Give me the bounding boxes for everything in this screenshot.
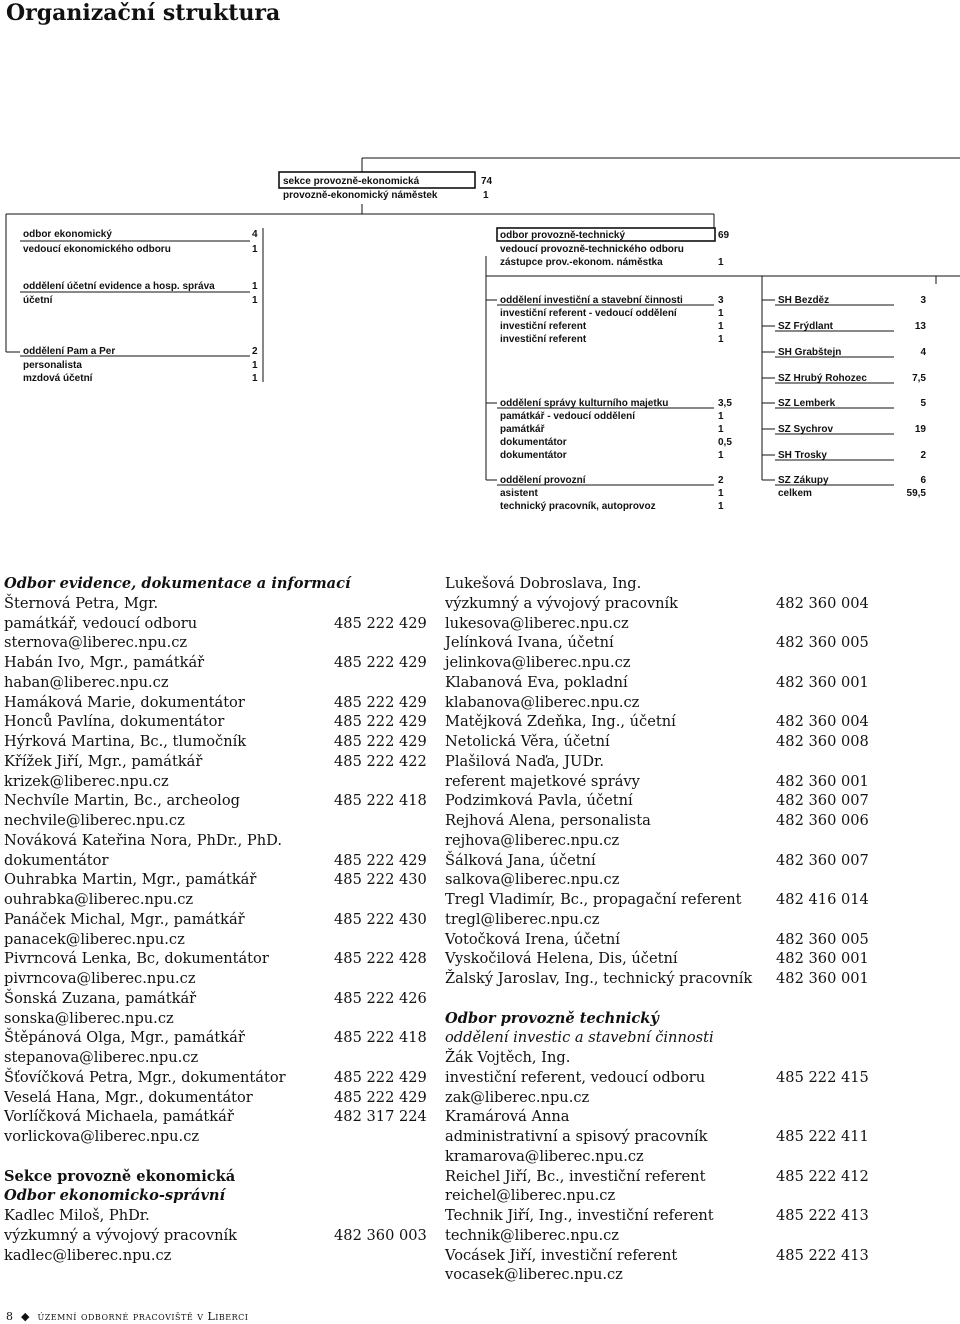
contact-line (445, 693, 865, 713)
contact-text: Šonská Zuzana, památkář (4, 989, 197, 1007)
contact-text: Šťovíčková Petra, Mgr., dokumentátor (4, 1068, 286, 1086)
contact-line (4, 1107, 427, 1127)
phone-number: 482 360 003 (334, 1226, 427, 1244)
section-heading (4, 574, 422, 594)
contact-line (4, 772, 422, 792)
contact-line (4, 693, 427, 713)
contact-text: Žalský Jaroslav, Ing., technický pracovník (445, 970, 753, 987)
contact-line (4, 673, 422, 693)
org-econ-d2-r2: mzdová účetní (23, 373, 93, 384)
site-name: SH Grabštejn (778, 347, 842, 358)
org-tech-role: vedoucí provozně-technického odboru (500, 244, 684, 255)
contact-line (445, 1147, 865, 1167)
contact-text: stepanova@liberec.npu.cz (4, 1049, 199, 1066)
contact-text: investiční referent, vedoucí odboru (445, 1068, 706, 1086)
contact-line (4, 653, 427, 673)
contact-line (445, 890, 869, 910)
section-heading (4, 1167, 422, 1187)
diamond-icon: ◆ (21, 1310, 30, 1323)
contact-line (445, 1246, 869, 1266)
contact-line (445, 772, 869, 792)
org-inv-r1: investiční referent - vedoucí oddělení (500, 308, 677, 319)
org-inv-r2: investiční referent (500, 321, 587, 332)
contact-text: krizek@liberec.npu.cz (4, 772, 169, 790)
phone-number: 482 360 007 (776, 851, 869, 869)
phone-number: 485 222 413 (776, 1207, 869, 1224)
phone-number: 485 222 429 (334, 851, 427, 869)
phone-number: 482 416 014 (776, 891, 869, 908)
contact-text: Štěpánová Olga, Mgr., památkář (4, 1029, 245, 1047)
org-inv-total: 3 (718, 295, 724, 306)
phone-number: 485 222 429 (334, 733, 427, 750)
sites-total-count: 59,5 (906, 488, 926, 499)
contact-text: sonska@liberec.npu.cz (4, 1009, 174, 1027)
site-count: 4 (920, 347, 926, 358)
contact-line (445, 811, 869, 831)
contact-text: oddělení investic a stavební činnosti (445, 1029, 714, 1047)
section-heading (445, 1028, 865, 1048)
phone-number: 482 360 001 (776, 772, 869, 790)
site-name: SZ Hrubý Rohozec (778, 373, 867, 384)
contact-text: Sekce provozně ekonomická (4, 1167, 236, 1185)
contact-text: Tregl Vladimír, Bc., propagační referent (445, 891, 742, 908)
contact-line (445, 870, 865, 890)
org-econ-d1-count: 1 (252, 295, 258, 306)
phone-number: 485 222 422 (334, 752, 427, 770)
contact-line (4, 851, 427, 871)
site-name: SZ Zákupy (778, 475, 829, 486)
org-econ-total: 4 (252, 229, 258, 240)
org-tech-title: odbor provozně-technický (500, 230, 626, 241)
org-spr-c2: 1 (718, 424, 724, 435)
org-econ-d2-title: oddělení Pam a Per (23, 346, 116, 357)
contact-line (4, 811, 422, 831)
contact-text: Šternová Petra, Mgr. (4, 594, 159, 612)
contact-line (445, 1068, 869, 1088)
contact-line (4, 752, 427, 772)
contacts-left-column (4, 574, 427, 1265)
org-inv-c2: 1 (718, 321, 724, 332)
phone-number: 485 222 412 (776, 1167, 869, 1185)
contact-line (445, 949, 869, 969)
org-econ-d1-role: účetní (23, 295, 53, 306)
contact-text: Honců Pavlína, dokumentátor (4, 713, 225, 731)
org-inv-c3: 1 (718, 334, 724, 345)
org-econ-d2-c1: 1 (252, 360, 258, 371)
org-spr-r2: památkář (500, 424, 545, 435)
org-econ-d1-title: oddělení účetní evidence a hosp. správa (23, 281, 215, 292)
contact-text: referent majetkové správy (445, 772, 640, 790)
org-econ-d2-total: 2 (252, 346, 258, 357)
org-econ-title: odbor ekonomický (23, 229, 112, 240)
phone-number: 482 360 005 (776, 634, 869, 652)
contact-text: ouhrabka@liberec.npu.cz (4, 891, 194, 908)
contact-line (4, 1088, 427, 1108)
contact-text: Kadlec Miloš, PhDr. (4, 1207, 150, 1224)
contact-text: Matějková Zdeňka, Ing., účetní (445, 713, 676, 731)
contact-text: Technik Jiří, Ing., investiční referent (445, 1207, 714, 1224)
org-prov-c2: 1 (718, 501, 724, 512)
contact-line (445, 574, 865, 594)
org-prov-title: oddělení provozní (500, 475, 586, 486)
org-spr-r3: dokumentátor (500, 437, 567, 448)
contact-text: lukesova@liberec.npu.cz (445, 614, 629, 632)
section-heading (445, 1009, 865, 1029)
phone-number: 485 222 429 (334, 713, 427, 731)
sites-total-label: celkem (778, 488, 812, 499)
contact-text: Hamáková Marie, dokumentátor (4, 693, 245, 711)
phone-number: 482 360 001 (776, 950, 869, 968)
contact-line (445, 732, 869, 752)
contact-text: Klabanová Eva, pokladní (445, 673, 628, 691)
site-count: 5 (920, 398, 926, 409)
contact-text: tregl@liberec.npu.cz (445, 910, 600, 928)
contact-text: jelinkova@liberec.npu.cz (445, 654, 631, 671)
org-inv-title: oddělení investiční a stavební činnosti (500, 295, 683, 306)
contact-text: vorlickova@liberec.npu.cz (4, 1128, 200, 1145)
org-prov-r1: asistent (500, 488, 538, 499)
org-tech-count2: 1 (718, 257, 724, 268)
contact-text: Žák Vojtěch, Ing. (445, 1049, 571, 1066)
phone-number: 485 222 418 (334, 1029, 427, 1047)
org-tech-total: 69 (718, 230, 730, 241)
contact-line (4, 1127, 422, 1147)
site-count: 19 (914, 424, 926, 435)
contact-line (445, 851, 869, 871)
phone-number: 485 222 429 (334, 1088, 427, 1106)
org-prov-c1: 1 (718, 488, 724, 499)
contact-text: Vorlíčková Michaela, památkář (4, 1108, 234, 1126)
contact-line (445, 633, 869, 653)
org-prov-total: 2 (718, 475, 724, 486)
contact-line (4, 969, 422, 989)
contact-text: Plašilová Naďa, JUDr. (445, 752, 605, 770)
phone-number: 482 360 004 (776, 713, 869, 731)
contact-line (445, 673, 869, 693)
contact-text: Votočková Irena, účetní (445, 930, 620, 948)
site-name: SZ Frýdlant (778, 321, 834, 332)
phone-number: 482 360 006 (776, 812, 869, 829)
org-spr-c3: 0,5 (718, 437, 732, 448)
contact-line (445, 1048, 865, 1068)
phone-number: 485 222 426 (334, 989, 427, 1007)
contacts-right-column (445, 574, 869, 1285)
contact-line (4, 989, 427, 1009)
contact-line (4, 1246, 422, 1266)
phone-number: 482 360 007 (776, 792, 869, 810)
contact-text: památkář, vedoucí odboru (4, 614, 198, 632)
org-spr-total: 3,5 (718, 398, 732, 409)
contact-line (445, 1206, 869, 1226)
org-spr-c4: 1 (718, 450, 724, 461)
contact-line (4, 930, 422, 950)
contact-line (4, 1009, 422, 1029)
org-chart (0, 0, 960, 540)
contact-text: Rejhová Alena, personalista (445, 812, 651, 829)
contact-text: haban@liberec.npu.cz (4, 673, 169, 691)
contact-line (445, 712, 869, 732)
contact-line (445, 653, 865, 673)
phone-number: 485 222 430 (334, 871, 427, 889)
contact-text: Šálková Jana, účetní (445, 851, 596, 869)
site-count: 3 (920, 295, 926, 306)
contact-text: Křížek Jiří, Mgr., památkář (4, 752, 203, 770)
contact-text: Vocásek Jiří, investiční referent (445, 1246, 678, 1264)
phone-number: 485 222 428 (334, 950, 427, 968)
contact-line (4, 870, 427, 890)
contact-line (445, 614, 865, 634)
contact-text: pivrncova@liberec.npu.cz (4, 970, 196, 987)
contact-text: Veselá Hana, Mgr., dokumentátor (4, 1088, 253, 1106)
contact-text: Panáček Michal, Mgr., památkář (4, 910, 245, 928)
phone-number: 482 360 005 (776, 930, 869, 948)
org-top-title: sekce provozně-ekonomická (283, 176, 420, 187)
contact-text: nechvile@liberec.npu.cz (4, 812, 185, 829)
contact-text: Odbor provozně technický (445, 1009, 659, 1027)
org-top-role: provozně-ekonomický náměstek (283, 190, 438, 201)
contact-text: Pivrncová Lenka, Bc, dokumentátor (4, 950, 269, 968)
contact-text: Nechvíle Martin, Bc., archeolog (4, 792, 240, 810)
phone-number: 485 222 429 (334, 654, 427, 671)
contact-line (4, 1206, 422, 1226)
phone-number: 485 222 429 (334, 693, 427, 711)
org-top-total: 74 (481, 176, 493, 187)
footer-text: územní odborné pracoviště v Liberci (37, 1310, 249, 1323)
contact-line (445, 1265, 865, 1285)
site-count: 13 (914, 321, 926, 332)
phone-number: 482 360 004 (776, 594, 869, 612)
contact-line (445, 1088, 865, 1108)
org-top-count: 1 (483, 190, 489, 201)
spacer (445, 989, 865, 1009)
contact-text: Reichel Jiří, Bc., investiční referent (445, 1167, 706, 1185)
contact-text: Netolická Věra, účetní (445, 733, 610, 750)
contact-line (445, 594, 869, 614)
phone-number: 482 317 224 (334, 1108, 427, 1126)
contact-line (445, 1186, 865, 1206)
contact-line (4, 732, 427, 752)
contact-text: Odbor evidence, dokumentace a informací (4, 575, 351, 592)
contact-text: Odbor ekonomicko-správní (4, 1187, 226, 1205)
contact-text: kadlec@liberec.npu.cz (4, 1246, 172, 1264)
section-heading (4, 1186, 422, 1206)
contact-text: Vyskočilová Helena, Dis, účetní (445, 950, 678, 968)
contact-text: Nováková Kateřina Nora, PhDr., PhD. (4, 831, 282, 849)
contact-line (445, 1107, 865, 1127)
org-econ-role: vedoucí ekonomického odboru (23, 244, 171, 255)
contact-line (4, 791, 427, 811)
contact-text: sternova@liberec.npu.cz (4, 634, 188, 652)
phone-number: 485 222 430 (334, 910, 427, 928)
contact-line (445, 752, 865, 772)
contact-line (4, 1048, 422, 1068)
phone-number: 485 222 411 (776, 1128, 869, 1145)
contact-text: administrativní a spisový pracovník (445, 1128, 708, 1145)
contact-text: kramarova@liberec.npu.cz (445, 1147, 644, 1165)
contact-line (445, 831, 865, 851)
org-tech-role2: zástupce prov.-ekonom. náměstka (500, 257, 663, 268)
contact-line (4, 831, 422, 851)
phone-number: 482 360 001 (776, 970, 869, 987)
org-spr-r4: dokumentátor (500, 450, 567, 461)
contact-text: Lukešová Dobroslava, Ing. (445, 575, 642, 592)
contact-text: výzkumný a vývojový pracovník (445, 594, 678, 612)
contact-text: rejhova@liberec.npu.cz (445, 831, 620, 849)
org-inv-r3: investiční referent (500, 334, 587, 345)
contact-line (4, 712, 427, 732)
contact-text: Ouhrabka Martin, Mgr., památkář (4, 871, 257, 889)
org-econ-d2-r1: personalista (23, 360, 82, 371)
org-spr-r1: památkář - vedoucí oddělení (500, 411, 636, 422)
contact-text: výzkumný a vývojový pracovník (4, 1226, 237, 1244)
contact-line (445, 969, 869, 989)
phone-number: 485 222 415 (776, 1068, 869, 1086)
contact-line (445, 791, 869, 811)
spacer (4, 1147, 422, 1167)
site-name: SH Bezděz (778, 295, 830, 306)
contact-text: klabanova@liberec.npu.cz (445, 693, 640, 711)
site-count: 2 (920, 450, 926, 461)
contact-text: panacek@liberec.npu.cz (4, 930, 185, 948)
phone-number: 485 222 429 (334, 1068, 427, 1086)
contact-text: zak@liberec.npu.cz (445, 1088, 590, 1106)
org-spr-c1: 1 (718, 411, 724, 422)
contact-line (4, 949, 427, 969)
contact-text: Hýrková Martina, Bc., tlumočník (4, 733, 247, 750)
contact-line (4, 890, 422, 910)
contact-text: Kramárová Anna (445, 1108, 570, 1126)
contact-line (4, 1028, 427, 1048)
contact-text: reichel@liberec.npu.cz (445, 1187, 616, 1205)
contact-text: Habán Ivo, Mgr., památkář (4, 654, 205, 671)
phone-number: 485 222 418 (334, 792, 427, 810)
org-prov-r2: technický pracovník, autoprovoz (500, 501, 656, 512)
contact-line (4, 1068, 427, 1088)
phone-number: 485 222 413 (776, 1246, 869, 1264)
site-name: SZ Lemberk (778, 398, 836, 409)
org-spr-title: oddělení správy kulturního majetku (500, 398, 669, 409)
contact-text: Jelínková Ivana, účetní (445, 634, 614, 652)
contact-line (445, 910, 865, 930)
contact-text: vocasek@liberec.npu.cz (445, 1266, 623, 1284)
phone-number: 482 360 001 (776, 673, 869, 691)
contact-text: salkova@liberec.npu.cz (445, 871, 620, 889)
page-number: 8 (6, 1310, 13, 1323)
site-count: 6 (920, 475, 926, 486)
contact-line (445, 1226, 865, 1246)
org-econ-d2-c2: 1 (252, 373, 258, 384)
org-sites (775, 295, 926, 499)
contact-line (445, 1167, 869, 1187)
contact-text: technik@liberec.npu.cz (445, 1226, 619, 1244)
contact-line (445, 930, 869, 950)
site-count: 7,5 (912, 373, 926, 384)
org-econ-count: 1 (252, 244, 258, 255)
contact-line (4, 614, 427, 634)
org-econ-d1-total: 1 (252, 281, 258, 292)
phone-number: 482 360 008 (776, 733, 869, 750)
contact-line (4, 594, 422, 614)
contact-text: Podzimková Pavla, účetní (445, 792, 633, 810)
contact-line (4, 633, 422, 653)
site-name: SH Trosky (778, 450, 827, 461)
contact-text: dokumentátor (4, 851, 109, 869)
contact-line (4, 910, 427, 930)
page-footer (6, 1310, 248, 1324)
phone-number: 485 222 429 (334, 614, 427, 632)
site-name: SZ Sychrov (778, 424, 834, 435)
contact-line (4, 1226, 427, 1246)
org-inv-c1: 1 (718, 308, 724, 319)
page-title: Organizační struktura (6, 0, 281, 26)
contact-line (445, 1127, 869, 1147)
